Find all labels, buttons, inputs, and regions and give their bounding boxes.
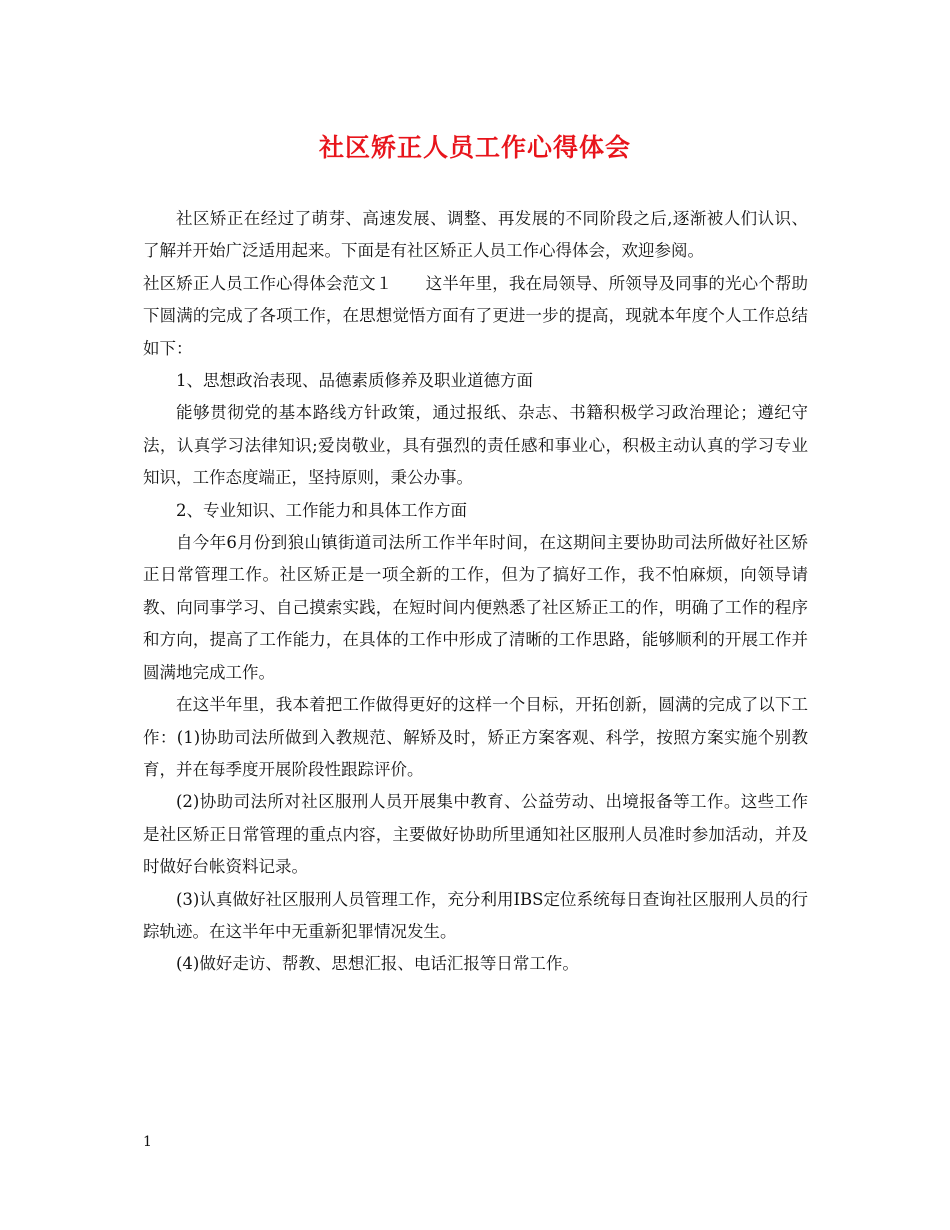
paragraph: 在这半年里，我本着把工作做得更好的这样一个目标，开拓创新，圆满的完成了以下工作：(1)协助司法所做到入教规范、解矫及时，矫正方案客观、科学，按照方案实施个别教育，并在每季度开展阶段性跟踪评价。 <box>143 695 808 779</box>
paragraph: (2)协助司法所对社区服刑人员开展集中教育、公益劳动、出境报备等工作。这些工作是社区矫正日常管理的重点内容，主要做好协助所里通知社区服刑人员准时参加活动，并及时做好台帐资料记录。 <box>143 792 808 877</box>
paragraph: (3)认真做好社区服刑人员管理工作，充分利用IBS定位系统每日查询社区服刑人员的行踪轨迹。在这半年中无重新犯罪情况发生。 <box>143 889 808 941</box>
document-body <box>143 203 808 981</box>
page-number: 1 <box>143 1134 152 1150</box>
paragraph: 社区矫正人员工作心得体会范文１ 这半年里，我在局领导、所领导及同事的光心个帮助下圆满的完成了各项工作，在思想觉悟方面有了更进一步的提高，现就本年度个人工作总结如下： <box>143 273 808 358</box>
document-title: 社区矫正人员工作心得体会 <box>318 133 631 162</box>
paragraph: 能够贯彻党的基本路线方针政策，通过报纸、杂志、书籍积极学习政治理论；遵纪守法，认真学习法律知识;爱岗敬业，具有强烈的责任感和事业心，积极主动认真的学习专业知识，工作态度端正，坚持原则，秉公办事。 <box>143 403 808 488</box>
paragraph: (4)做好走访、帮教、思想汇报、电话汇报等日常工作。 <box>176 954 579 974</box>
section-heading: 1、思想政治表现、品德素质修养及职业道德方面 <box>176 371 533 391</box>
section-heading: 2、专业知识、工作能力和具体工作方面 <box>176 500 467 520</box>
paragraph: 社区矫正在经过了萌芽、高速发展、调整、再发展的不同阶段之后,逐渐被人们认识、了解并开始广泛适用起来。下面是有社区矫正人员工作心得体会，欢迎参阅。 <box>143 209 808 261</box>
paragraph: 自今年6月份到狼山镇街道司法所工作半年时间，在这期间主要协助司法所做好社区矫正日常管理工作。社区矫正是一项全新的工作，但为了搞好工作，我不怕麻烦，向领导请教、向同事学习、自己摸索实践，在短时间内便熟悉了社区矫正工的作，明确了工作的程序和方向，提高了工作能力，在具体的工作中形成了清晰的工作思路，能够顺利的开展工作并圆满地完成工作。 <box>143 533 808 682</box>
